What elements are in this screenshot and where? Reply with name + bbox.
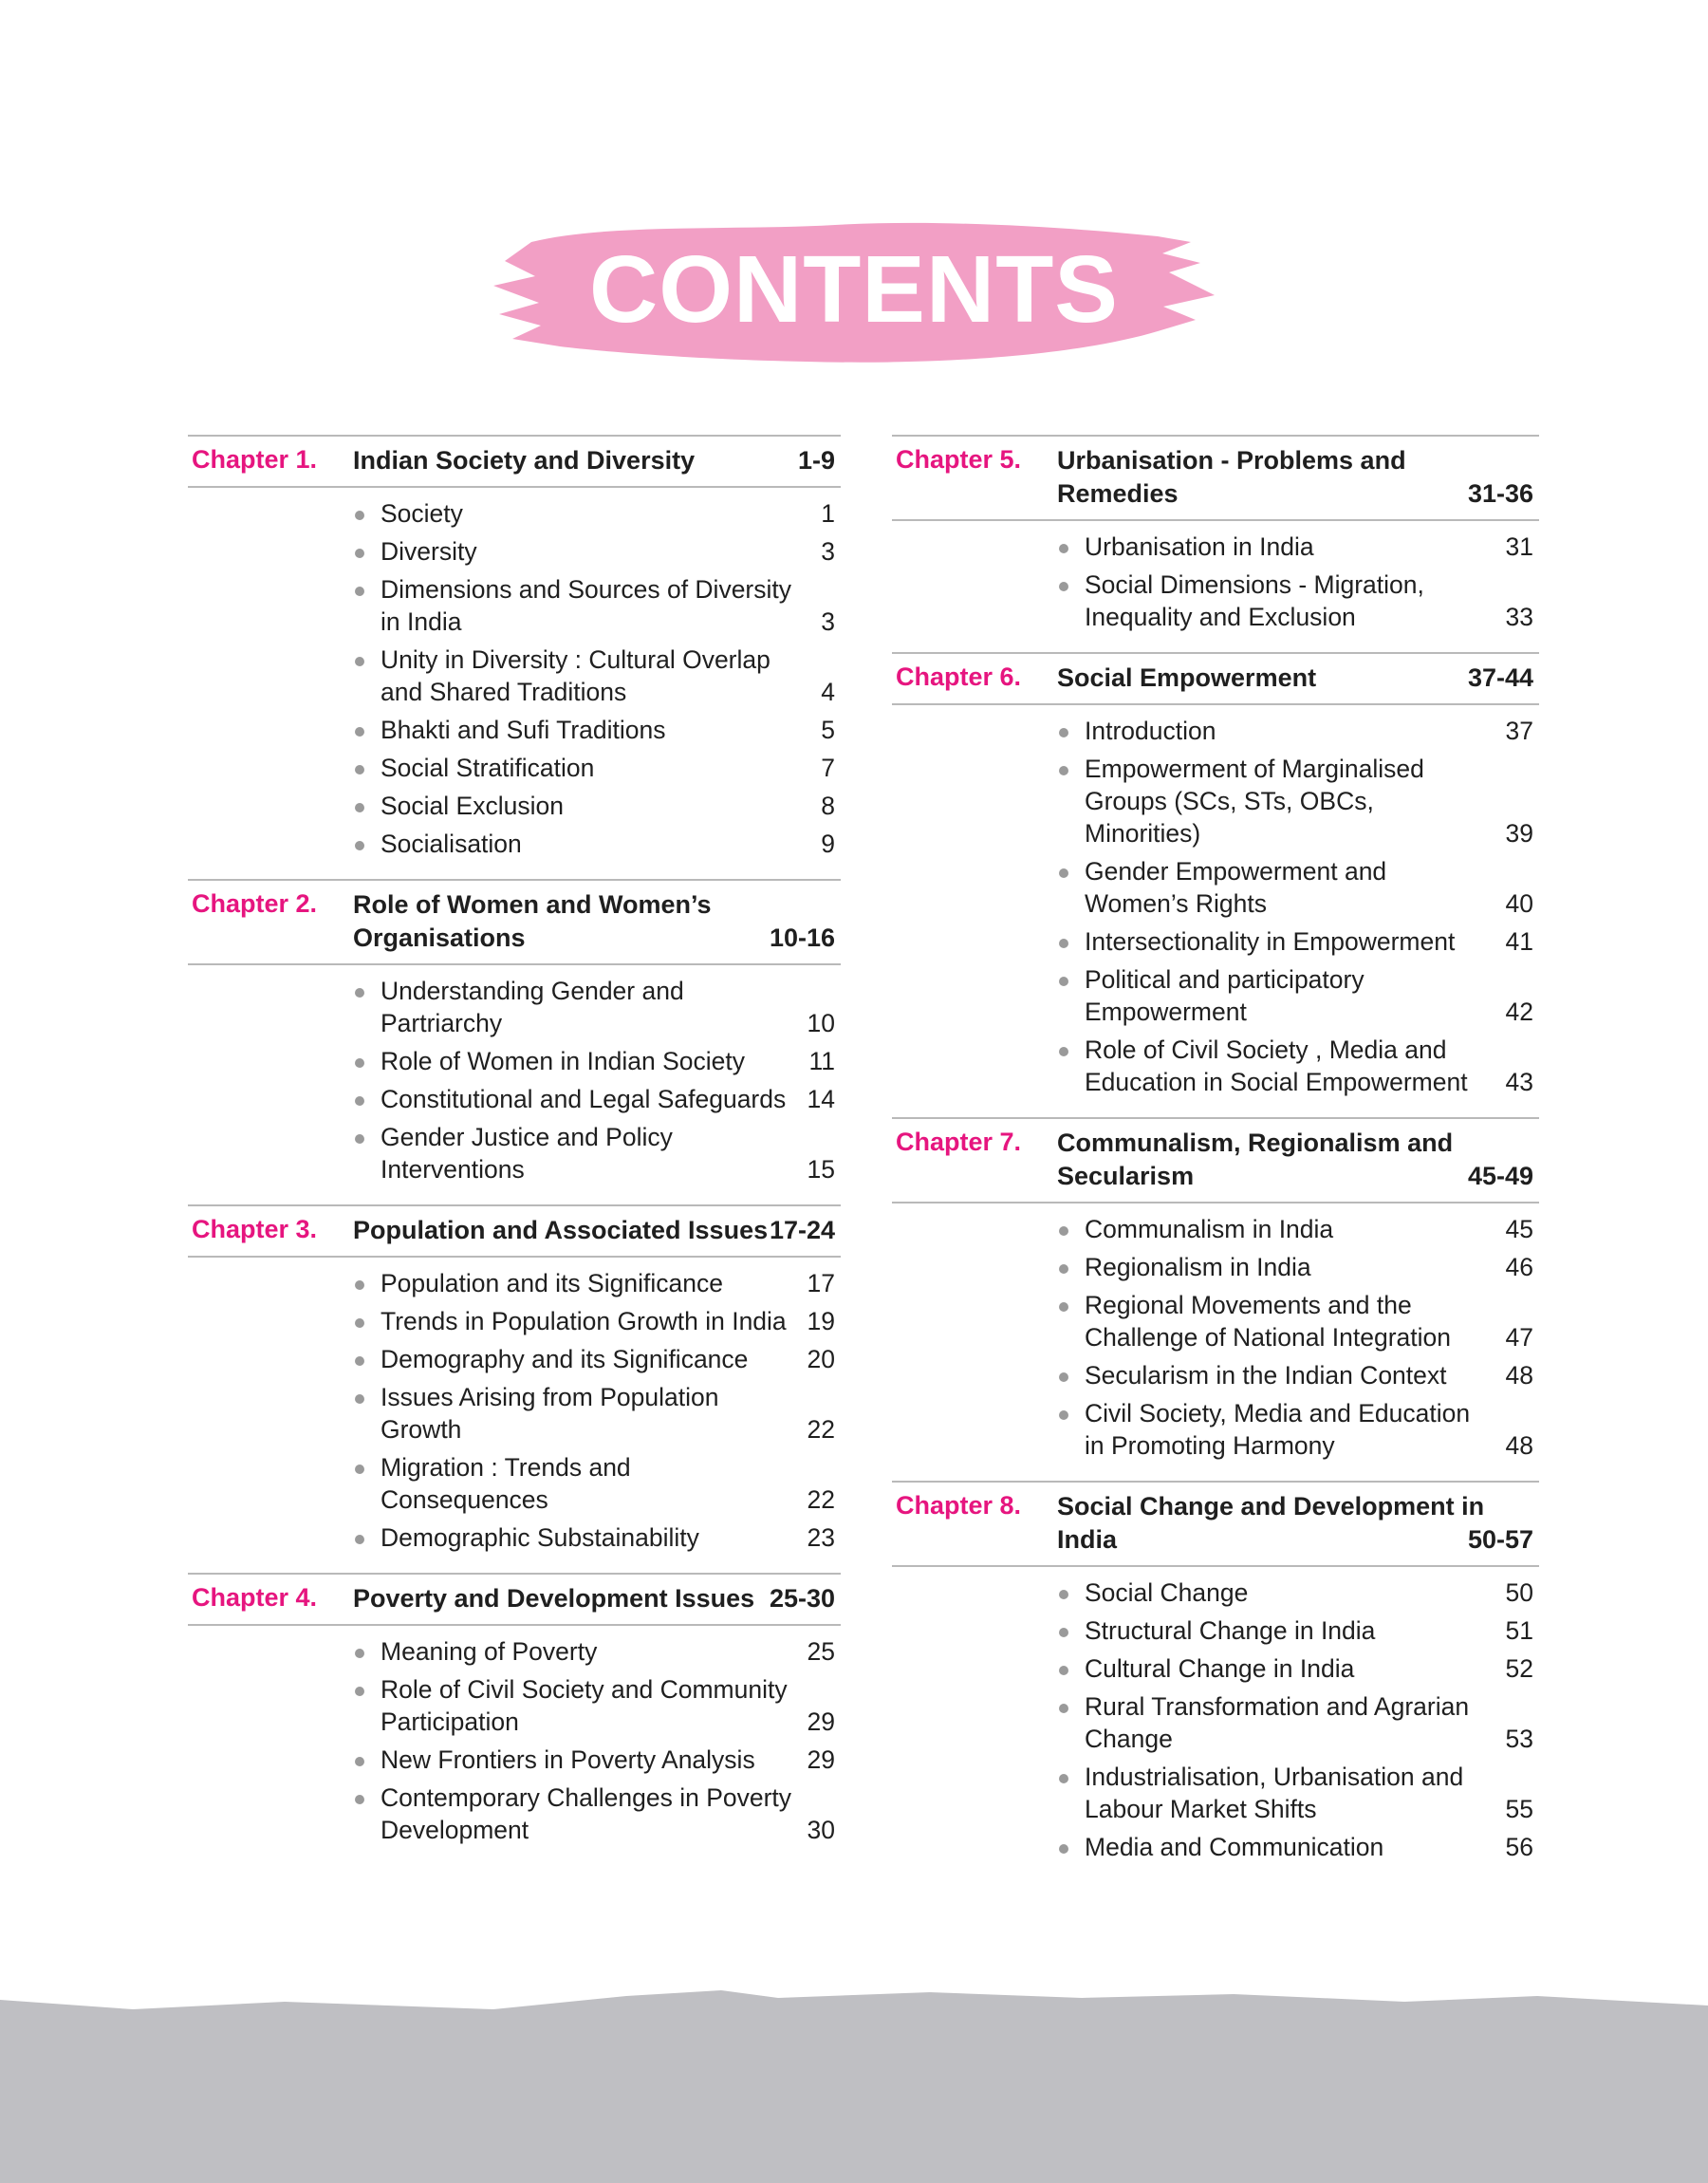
topic-title: Intersectionality in Empowerment (1085, 927, 1456, 956)
topic-item[interactable] (1057, 855, 1539, 920)
chapter-number: Chapter 5. (896, 445, 1022, 474)
bullet-icon (355, 1465, 364, 1474)
topic-title: Bhakti and Sufi Traditions (381, 716, 666, 744)
topic-item[interactable] (353, 1635, 841, 1668)
chapter-block (892, 1481, 1539, 1882)
chapter-topic-list (892, 1565, 1539, 1882)
topic-title: Gender Justice and Policy Interventions (381, 1123, 673, 1184)
chapter-title: Social Empowerment (1057, 663, 1317, 692)
topic-item[interactable] (1057, 1690, 1539, 1755)
bullet-icon (355, 1757, 364, 1766)
chapter-title: Indian Society and Diversity (353, 446, 696, 475)
topic-title: Demography and its Significance (381, 1345, 749, 1373)
topic-page-number: 33 (1505, 603, 1533, 631)
topic-title: Trends in Population Growth in India (381, 1307, 787, 1335)
topic-page-number: 23 (807, 1523, 835, 1552)
bullet-icon (355, 988, 364, 998)
topic-title: Meaning of Poverty (381, 1637, 598, 1666)
chapter-heading[interactable] (892, 1483, 1539, 1565)
bullet-icon (355, 1394, 364, 1404)
topic-title: Social Dimensions - Migration, Inequality and Exclusion (1085, 570, 1424, 631)
topic-title: Dimensions and Sources of Diversity in India (381, 575, 792, 636)
bullet-icon (1059, 1774, 1068, 1783)
chapter-title-row (1057, 662, 1539, 695)
topic-page-number: 43 (1505, 1068, 1533, 1096)
topic-item[interactable] (353, 535, 841, 568)
topic-item[interactable] (1057, 531, 1539, 563)
bullet-icon (355, 1318, 364, 1328)
topic-page-number: 20 (807, 1345, 835, 1373)
topic-item[interactable] (1057, 1761, 1539, 1825)
topic-item[interactable] (1057, 1034, 1539, 1098)
topic-page-number: 50 (1505, 1578, 1533, 1607)
topic-title: New Frontiers in Poverty Analysis (381, 1745, 755, 1774)
chapter-title-row (353, 888, 841, 955)
topic-title: Social Exclusion (381, 792, 564, 820)
topic-page-number: 37 (1505, 717, 1533, 745)
topic-page-number: 46 (1505, 1253, 1533, 1281)
bullet-icon (1059, 868, 1068, 878)
chapter-heading[interactable] (188, 1206, 841, 1256)
topic-item[interactable] (1057, 1213, 1539, 1245)
bullet-icon (1059, 977, 1068, 986)
chapter-page-range: 50-57 (1467, 1525, 1533, 1554)
chapter-title-row (353, 444, 841, 477)
topic-title: Political and participatory Empowerment (1085, 965, 1365, 1026)
bullet-icon (1059, 1302, 1068, 1312)
chapter-number: Chapter 7. (896, 1128, 1022, 1156)
chapter-title-row (1057, 444, 1539, 511)
topic-item[interactable] (1057, 1614, 1539, 1647)
topic-title: Issues Arising from Population Growth (381, 1383, 719, 1444)
topic-page-number: 39 (1505, 819, 1533, 848)
bullet-icon (355, 587, 364, 596)
topic-title: Structural Change in India (1085, 1616, 1376, 1645)
chapter-heading[interactable] (188, 437, 841, 486)
chapter-number: Chapter 8. (896, 1491, 1022, 1520)
topic-title: Gender Empowerment and Women’s Rights (1085, 857, 1387, 918)
bullet-icon (355, 727, 364, 737)
topic-page-number: 25 (807, 1637, 835, 1666)
chapter-page-range: 37-44 (1467, 663, 1533, 692)
topic-item[interactable] (353, 1521, 841, 1554)
topic-item[interactable] (353, 1083, 841, 1115)
topic-item[interactable] (1057, 1831, 1539, 1863)
topic-title: Role of Women in Indian Society (381, 1047, 745, 1075)
contents-column-left (188, 435, 841, 1865)
topic-page-number: 17 (807, 1269, 835, 1297)
bullet-icon (1059, 1590, 1068, 1599)
topic-title: Unity in Diversity : Cultural Overlap and Shared Traditions (381, 645, 770, 706)
topic-item[interactable] (1057, 1359, 1539, 1391)
chapter-page-range: 45-49 (1467, 1162, 1533, 1190)
topic-item[interactable] (1057, 1251, 1539, 1283)
topic-page-number: 31 (1505, 532, 1533, 561)
bullet-icon (1059, 1372, 1068, 1382)
bullet-icon (355, 1687, 364, 1696)
topic-page-number: 19 (807, 1307, 835, 1335)
chapter-page-range: 25-30 (769, 1584, 835, 1613)
topic-page-number: 14 (807, 1085, 835, 1113)
chapter-block (188, 1204, 841, 1573)
bullet-icon (1059, 1628, 1068, 1637)
topic-page-number: 48 (1505, 1361, 1533, 1390)
topic-title: Regionalism in India (1085, 1253, 1311, 1281)
topic-page-number: 55 (1505, 1795, 1533, 1823)
bullet-icon (355, 1280, 364, 1290)
topic-item[interactable] (353, 1121, 841, 1185)
bullet-icon (355, 1356, 364, 1366)
bullet-icon (355, 549, 364, 558)
topic-title: Socialisation (381, 830, 522, 858)
topic-title: Secularism in the Indian Context (1085, 1361, 1447, 1390)
chapter-block (892, 1117, 1539, 1481)
chapter-page-range: 31-36 (1467, 479, 1533, 508)
topic-title: Regional Movements and the Challenge of National Integration (1085, 1291, 1451, 1352)
topic-title: Society (381, 499, 463, 528)
topic-item[interactable] (1057, 1289, 1539, 1353)
topic-page-number: 48 (1505, 1431, 1533, 1460)
topic-title: Urbanisation in India (1085, 532, 1314, 561)
chapter-topic-list (892, 519, 1539, 652)
bullet-icon (1059, 728, 1068, 737)
topic-title: Population and its Significance (381, 1269, 723, 1297)
topic-page-number: 29 (807, 1745, 835, 1774)
topic-page-number: 1 (821, 499, 835, 528)
bullet-icon (1059, 1226, 1068, 1236)
chapter-topic-list (892, 1202, 1539, 1481)
chapter-topic-list (188, 486, 841, 879)
topic-title: Introduction (1085, 717, 1216, 745)
contents-column-right (892, 435, 1539, 1882)
chapter-title: Urbanisation - Problems and Remedies (1057, 446, 1406, 508)
bullet-icon (1059, 1844, 1068, 1854)
topic-page-number: 7 (821, 754, 835, 782)
topic-page-number: 29 (807, 1707, 835, 1736)
topic-title: Role of Civil Society , Media and Education in Social Empowerment (1085, 1036, 1468, 1096)
chapter-page-range: 17-24 (769, 1216, 835, 1244)
topic-item[interactable] (1057, 715, 1539, 747)
chapter-title-row (353, 1214, 841, 1247)
topic-item[interactable] (1057, 569, 1539, 633)
topic-title: Empowerment of Marginalised Groups (SCs, STs, OBCs, Minorities) (1085, 755, 1424, 848)
topic-page-number: 47 (1505, 1323, 1533, 1352)
topic-item[interactable] (1057, 753, 1539, 849)
topic-page-number: 52 (1505, 1654, 1533, 1683)
chapter-heading[interactable] (188, 881, 841, 963)
topic-title: Understanding Gender and Partriarchy (381, 977, 684, 1037)
topic-title: Migration : Trends and Consequences (381, 1453, 631, 1514)
topic-page-number: 41 (1505, 927, 1533, 956)
topic-title: Social Change (1085, 1578, 1249, 1607)
topic-item[interactable] (353, 497, 841, 530)
bullet-icon (1059, 766, 1068, 775)
topic-item[interactable] (353, 1045, 841, 1077)
topic-title: Industrialisation, Urbanisation and Labour Market Shifts (1085, 1763, 1464, 1823)
chapter-heading[interactable] (188, 1575, 841, 1624)
chapter-heading[interactable] (892, 654, 1539, 703)
topic-item[interactable] (353, 1343, 841, 1375)
chapter-block (188, 879, 841, 1204)
chapter-topic-list (188, 1256, 841, 1573)
topic-item[interactable] (1057, 925, 1539, 958)
topic-title: Contemporary Challenges in Poverty Development (381, 1783, 792, 1844)
bullet-icon (355, 803, 364, 812)
topic-item[interactable] (353, 1305, 841, 1337)
topic-title: Media and Communication (1085, 1833, 1384, 1861)
topic-page-number: 51 (1505, 1616, 1533, 1645)
chapter-title-row (1057, 1490, 1539, 1557)
topic-page-number: 40 (1505, 889, 1533, 918)
chapter-page-range: 10-16 (769, 924, 835, 952)
chapter-block (188, 435, 841, 879)
bullet-icon (355, 1058, 364, 1068)
topic-page-number: 5 (821, 716, 835, 744)
topic-page-number: 45 (1505, 1215, 1533, 1243)
topic-title: Civil Society, Media and Education in Promoting Harmony (1085, 1399, 1471, 1460)
chapter-title: Communalism, Regionalism and Secularism (1057, 1129, 1454, 1190)
topic-item[interactable] (353, 714, 841, 746)
topic-page-number: 4 (821, 678, 835, 706)
bullet-icon (1059, 1047, 1068, 1056)
bullet-icon (1059, 582, 1068, 591)
chapter-page-range: 1-9 (797, 446, 835, 475)
chapter-number: Chapter 2. (192, 889, 318, 918)
bullet-icon (1059, 939, 1068, 948)
topic-item[interactable] (1057, 1652, 1539, 1685)
bullet-icon (1059, 1704, 1068, 1713)
topic-item[interactable] (353, 644, 841, 708)
topic-item[interactable] (1057, 1577, 1539, 1609)
topic-item[interactable] (353, 1381, 841, 1446)
topic-title: Role of Civil Society and Community Participation (381, 1675, 788, 1736)
topic-page-number: 11 (808, 1047, 835, 1075)
chapter-topic-list (892, 703, 1539, 1117)
topic-page-number: 42 (1505, 998, 1533, 1026)
bullet-icon (1059, 1410, 1068, 1420)
topic-page-number: 30 (807, 1816, 835, 1844)
topic-item[interactable] (353, 1782, 841, 1846)
chapter-number: Chapter 6. (896, 662, 1022, 691)
bullet-icon (1059, 544, 1068, 553)
topic-item[interactable] (353, 1451, 841, 1516)
chapter-block (892, 652, 1539, 1117)
topic-page-number: 10 (807, 1009, 835, 1037)
topic-title: Rural Transformation and Agrarian Change (1085, 1692, 1470, 1753)
topic-page-number: 3 (821, 537, 835, 566)
topic-page-number: 56 (1505, 1833, 1533, 1861)
topic-title: Constitutional and Legal Safeguards (381, 1085, 787, 1113)
chapter-title-row (1057, 1127, 1539, 1193)
chapter-title: Role of Women and Women’s Organisations (353, 890, 712, 952)
bullet-icon (1059, 1264, 1068, 1274)
topic-item[interactable] (353, 1673, 841, 1738)
chapter-number: Chapter 1. (192, 445, 318, 474)
topic-item[interactable] (353, 828, 841, 860)
topic-page-number: 22 (807, 1485, 835, 1514)
bullet-icon (355, 1649, 364, 1658)
bullet-icon (355, 1795, 364, 1804)
bullet-icon (355, 1134, 364, 1144)
chapter-topic-list (188, 963, 841, 1204)
topic-page-number: 53 (1505, 1725, 1533, 1753)
topic-title: Diversity (381, 537, 477, 566)
topic-item[interactable] (353, 790, 841, 822)
topic-item[interactable] (353, 1267, 841, 1299)
bullet-icon (355, 1535, 364, 1544)
chapter-heading[interactable] (892, 437, 1539, 519)
chapter-topic-list (188, 1624, 841, 1865)
topic-page-number: 15 (807, 1155, 835, 1184)
chapter-heading[interactable] (892, 1119, 1539, 1202)
topic-page-number: 8 (821, 792, 835, 820)
chapter-title-row (353, 1582, 841, 1615)
bullet-icon (1059, 1666, 1068, 1675)
topic-item[interactable] (353, 752, 841, 784)
topic-title: Cultural Change in India (1085, 1654, 1355, 1683)
bullet-icon (355, 841, 364, 850)
page-title: CONTENTS (589, 235, 1119, 343)
chapter-title: Social Change and Development in India (1057, 1492, 1485, 1554)
chapter-title: Poverty and Development Issues (353, 1584, 755, 1613)
chapter-number: Chapter 4. (192, 1583, 318, 1612)
bullet-icon (355, 765, 364, 774)
bullet-icon (355, 657, 364, 666)
topic-page-number: 3 (821, 607, 835, 636)
topic-title: Demographic Substainability (381, 1523, 699, 1552)
topic-item[interactable] (353, 1744, 841, 1776)
chapter-title: Population and Associated Issues (353, 1216, 769, 1244)
footer-brush-band (0, 1988, 1708, 2183)
chapter-block (188, 1573, 841, 1865)
topic-title: Communalism in India (1085, 1215, 1334, 1243)
chapter-block (892, 435, 1539, 652)
topic-item[interactable] (1057, 1397, 1539, 1462)
bullet-icon (355, 1096, 364, 1106)
contents-banner (493, 204, 1215, 375)
topic-item[interactable] (353, 573, 841, 638)
topic-title: Social Stratification (381, 754, 595, 782)
topic-item[interactable] (1057, 963, 1539, 1028)
topic-page-number: 9 (821, 830, 835, 858)
bullet-icon (355, 511, 364, 520)
topic-page-number: 22 (807, 1415, 835, 1444)
topic-item[interactable] (353, 975, 841, 1039)
chapter-number: Chapter 3. (192, 1215, 318, 1243)
